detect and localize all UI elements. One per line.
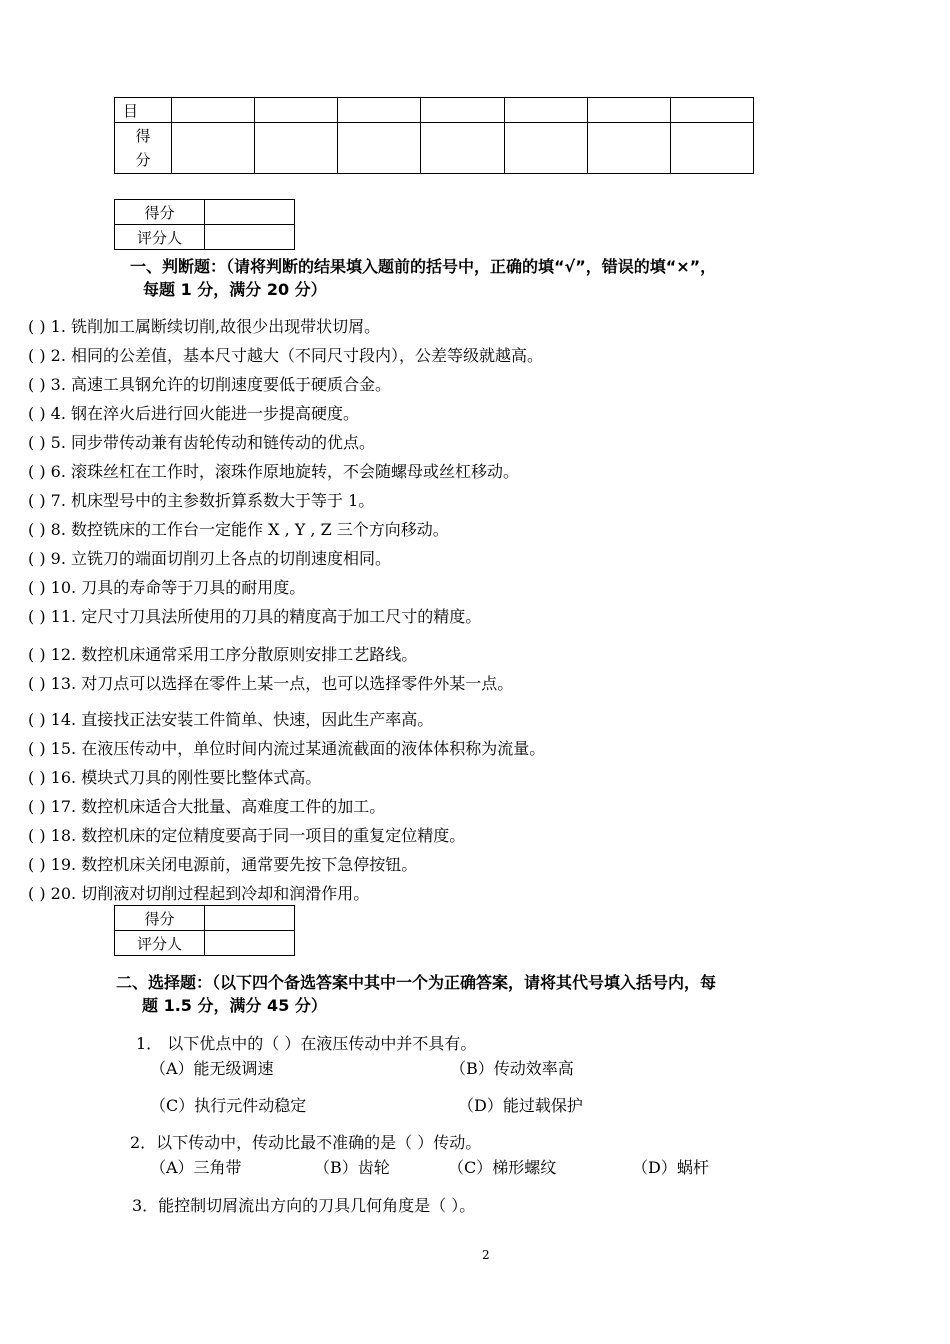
list-item: ( ) 1. 铣削加工属断续切削,故很少出现带状切屑。 [28,317,381,336]
list-item: ( ) 2. 相同的公差值，基本尺寸越大（不同尺寸段内），公差等级就越高。 [28,346,544,365]
grader-field[interactable] [205,225,295,250]
list-item: ( ) 20. 切削液对切削过程起到冷却和润滑作用。 [28,884,370,903]
grader-label: 评分人 [115,931,205,956]
list-item: ( ) 11. 定尺寸刀具法所使用的刀具的精度高于加工尺寸的精度。 [28,607,482,626]
grader-field[interactable] [205,931,295,956]
page-number: 2 [482,1248,490,1262]
list-item: ( ) 7. 机床型号中的主参数折算系数大于等于 1。 [28,491,375,510]
section1-heading: 一、判断题：（请将判断的结果填入题前的括号中，正确的填“√”，错误的填“×”， 每题 1 分，满分 20 分） [130,257,717,299]
list-item: ( ) 4. 钢在淬火后进行回火能进一步提高硬度。 [28,404,360,423]
score-field[interactable] [205,200,295,225]
q1-option-b: （B）传动效率高 [450,1059,574,1078]
list-item: ( ) 8. 数控铣床的工作台一定能作 X , Y , Z 三个方向移动。 [28,520,449,539]
list-item: ( ) 10. 刀具的寿命等于刀具的耐用度。 [28,578,306,597]
score-field[interactable] [205,906,295,931]
list-item: ( ) 14. 直接找正法安装工件简单、快速，因此生产率高。 [28,710,434,729]
q1-option-a: （A）能无级调速 [150,1059,274,1078]
row-label-item: 目 [115,98,172,123]
table-row [115,123,754,174]
list-item: ( ) 13. 对刀点可以选择在零件上某一点，也可以选择零件外某一点。 [28,674,514,693]
list-item: ( ) 15. 在液压传动中，单位时间内流过某通流截面的液体体积称为流量。 [28,739,546,758]
q2-stem: 2．以下传动中，传动比最不准确的是（ ）传动。 [130,1133,482,1152]
q2-option-b: （B）齿轮 [314,1158,390,1177]
q1-option-d: （D）能过载保护 [458,1096,583,1115]
list-item: ( ) 19. 数控机床关闭电源前，通常要先按下急停按钮。 [28,855,418,874]
list-item: ( ) 12. 数控机床通常采用工序分散原则安排工艺路线。 [28,645,418,664]
list-item: ( ) 5. 同步带传动兼有齿轮传动和链传动的优点。 [28,433,376,452]
q1-stem: 1． 以下优点中的（ ）在液压传动中并不具有。 [136,1034,477,1053]
q1-option-c: （C）执行元件动稳定 [150,1096,307,1115]
q2-option-c: （C）梯形螺纹 [448,1158,557,1177]
q2-option-d: （D）蜗杆 [632,1158,709,1177]
list-item: ( ) 6. 滚珠丝杠在工作时，滚珠作原地旋转，不会随螺母或丝杠移动。 [28,462,520,481]
list-item: ( ) 3. 高速工具钢允许的切削速度要低于硬质合金。 [28,375,392,394]
top-score-table [114,97,754,174]
table-row [115,98,754,123]
q2-option-a: （A）三角带 [150,1158,242,1177]
score-label: 得分 [115,200,205,225]
score-box-1 [114,199,295,250]
list-item: ( ) 16. 模块式刀具的刚性要比整体式高。 [28,768,322,787]
q3-stem: 3．能控制切屑流出方向的刀具几何角度是（ ）。 [132,1196,476,1215]
row-label-score: 得 分 [115,123,172,174]
list-item: ( ) 17. 数控机床适合大批量、高难度工件的加工。 [28,797,386,816]
list-item: ( ) 9. 立铣刀的端面切削刃上各点的切削速度相同。 [28,549,392,568]
list-item: ( ) 18. 数控机床的定位精度要高于同一项目的重复定位精度。 [28,826,466,845]
section2-heading: 二、选择题：（以下四个备选答案中其中一个为正确答案，请将其代号填入括号内，每 题 1.5 分，满分 45 分） [116,973,717,1015]
score-box-2 [114,905,295,956]
score-label: 得分 [115,906,205,931]
grader-label: 评分人 [115,225,205,250]
